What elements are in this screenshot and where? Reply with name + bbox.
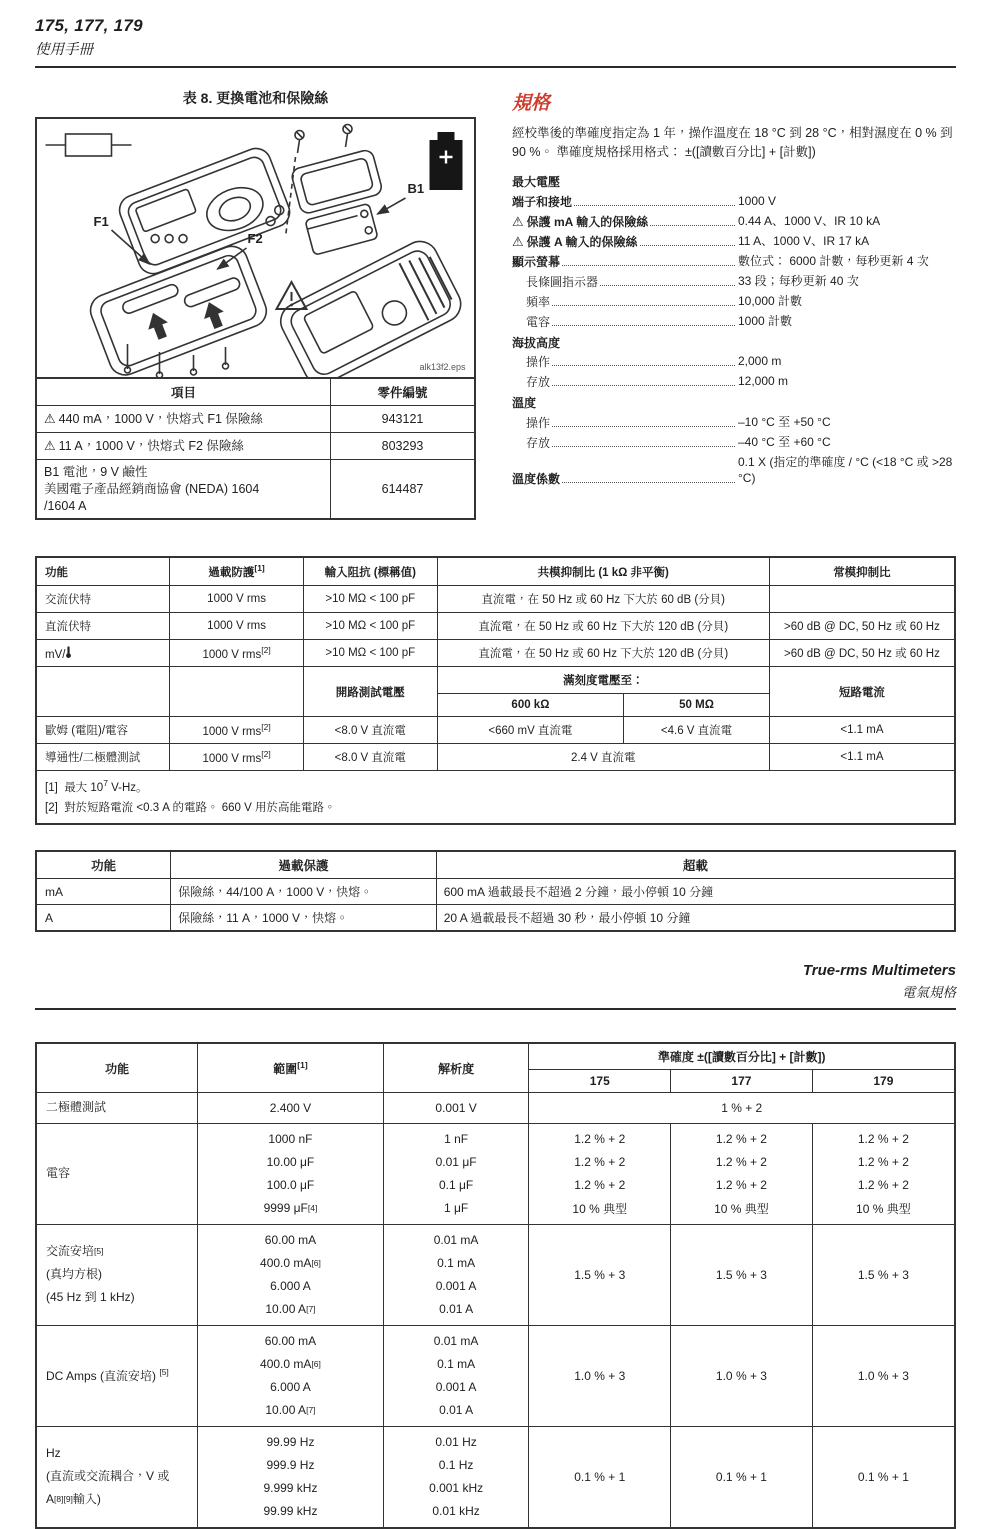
spec-row: 顯示螢幕 數位式： 6000 計數，每秒更新 4 次 — [512, 253, 929, 269]
doc-subtitle: 使用手冊 — [35, 42, 93, 58]
spec-row: 頻率 10,000 計數 — [526, 293, 803, 309]
col-short-circuit-current: 短路電流 — [769, 667, 955, 717]
label-f2: F2 — [247, 231, 263, 246]
spec-row: 操作 –10 °C 至 +50 °C — [526, 414, 831, 430]
spec-row: 存放 –40 °C 至 +60 °C — [526, 434, 831, 450]
table-row: 直流伏特 1000 V rms >10 MΩ < 100 pF 直流電，在 50 Hz 或 60 Hz 下大於 120 dB (分貝) >60 dB @ DC, 50 Hz 或 60 Hz — [36, 613, 955, 640]
col-overload-protection: 過載保護 — [171, 851, 436, 879]
tableC-header-row — [36, 1043, 955, 1070]
parts-col-item: 項目 — [36, 378, 331, 406]
spec-group-max-voltage: 最大電壓 — [512, 175, 561, 189]
part-item-b1-line2: 美國電子產品經銷商協會 (NEDA) 1604 — [44, 481, 260, 496]
thermometer-icon — [65, 646, 72, 659]
col-model-177: 177 — [671, 1070, 813, 1093]
spec-row: 長條圖指示器 33 段；每秒更新 40 次 — [526, 273, 859, 289]
doc-model-numbers: 175, 177, 179 — [35, 16, 143, 35]
truerms-title: True-rms Multimeters — [802, 962, 956, 980]
footnote-2: [2] 對於短路電流 <0.3 A 的電路。 660 V 用於高能電路。 — [45, 802, 336, 815]
part-number: 943121 — [331, 406, 475, 433]
footnote-1: [1] 最大 $10^7$ V-Hz。 — [45, 778, 148, 795]
table8-title: 表 8. 更換電池和保險絲 — [182, 90, 329, 106]
col-600kohm: 600 kΩ — [437, 694, 624, 717]
col-overload: 超載 — [436, 851, 955, 879]
table-row-frequency: Hz (直流或交流耦合，V 或 A [8][9] 輸入) 99.99 Hz 999.9 Hz 9.999 kHz 99.99 kHz 0.01 Hz 0.1 Hz 0.001 kHz 0.01 kHz 0.1 % + 1 0.1 % + 1 0.1 % + 1 — [36, 1426, 955, 1528]
warning-icon: ⚠ — [512, 233, 524, 249]
section-rule — [35, 1008, 956, 1010]
table-row-ac-amps: 交流安培 [5] (真均方根) (45 Hz 到 1 kHz) 60.00 mA 400.0 mA [6] 6.000 A 10.00 A [7] 0.01 mA 0.1 mA 0.001 A 0.01 A 1.5 % + 3 1.5 % + 3 1.5 % + 3 — [36, 1224, 955, 1325]
tableA-footnotes-row — [36, 771, 955, 825]
truerms-subtitle: 電氣規格 — [902, 985, 956, 1001]
specs-heading: 規格 — [512, 93, 551, 114]
figure-filename: alk13f2.eps — [419, 362, 466, 372]
table-row: 歐姆 (電阻)/電容 1000 V rms[2] <8.0 V 直流電 <660 mV 直流電 <4.6 V 直流電 <1.1 mA — [36, 717, 955, 744]
case-screws — [125, 344, 229, 377]
col-nmrr: 常模抑制比 — [769, 557, 955, 585]
table-row-dc-amps: DC Amps (直流安培) [5] 60.00 mA 400.0 mA [6] 6.000 A 10.00 A [7] 0.01 mA 0.1 mA 0.001 A 0.01 A 1.0 % + 3 1.0 % + 3 1.0 % + 3 — [36, 1325, 955, 1426]
col-model-175: 175 — [529, 1070, 671, 1093]
header-rule — [35, 66, 956, 68]
doc-header — [35, 16, 956, 68]
parts-table — [35, 377, 476, 520]
col-input-impedance: 輸入阻抗 (標稱值) — [303, 557, 437, 585]
label-f1: F1 — [93, 214, 109, 229]
meter-bottom-case — [86, 242, 271, 377]
overload-table — [35, 850, 956, 932]
col-50mohm: 50 MΩ — [624, 694, 770, 717]
col-resolution: 解析度 — [383, 1043, 529, 1093]
part-item-f1: 440 mA，1000 V，快熔式 F1 保險絲 — [58, 412, 263, 426]
fuse-icon — [46, 134, 132, 156]
tableA-header-row — [36, 557, 955, 585]
col-range: 範圍[1] — [198, 1043, 384, 1093]
spec-row: 存放 12,000 m — [526, 374, 789, 389]
table-row: mV/ 1000 V rms[2] >10 MΩ < 100 pF 直流電，在 50 Hz 或 60 Hz 下大於 120 dB (分貝) >60 dB @ DC, 50 Hz 或 60 Hz — [36, 640, 955, 667]
input-characteristics-table — [35, 556, 956, 825]
specifications-section — [512, 88, 956, 489]
col-function: 功能 — [36, 851, 171, 879]
spec-row: 電容 1000 計數 — [526, 313, 793, 329]
fuse-f1-shape — [121, 283, 179, 315]
table-row: 交流伏特 1000 V rms >10 MΩ < 100 pF 直流電，在 50 Hz 或 60 Hz 下大於 60 dB (分貝) — [36, 586, 955, 613]
label-b1: B1 — [407, 181, 425, 196]
col-full-scale-voltage: 滿刻度電壓至： — [437, 667, 769, 694]
col-accuracy: 準確度 ±([讀數百分比] + [計數]) — [529, 1043, 955, 1070]
table-row-diode-test: 二極體測試 2.400 V 0.001 V 1 % + 2 — [36, 1093, 955, 1124]
exploded-view-diagram — [35, 117, 476, 379]
col-function: 功能 — [36, 1043, 198, 1093]
spec-group-temperature: 溫度 — [512, 396, 537, 410]
part-item-b1-line3: /1604 A — [44, 498, 87, 513]
parts-table-header-row — [36, 378, 475, 406]
left-column — [35, 88, 476, 520]
table-row: A 保險絲，11 A，1000 V，快熔。 20 A 過載最長不超過 30 秒，最小停頓 10 分鐘 — [36, 905, 955, 932]
tableA-mid-header-row — [36, 667, 955, 694]
spec-row: 溫度係數 0.1 X (指定的準確度 / °C (<18 °C 或 >28 °C) — [512, 454, 953, 487]
exploded-view-svg — [37, 119, 474, 377]
col-overload-protection: 過載防護[1] — [170, 557, 304, 585]
table-row — [36, 432, 475, 459]
table-row-capacitance: 電容 1000 nF 10.00 μF 100.0 μF 9999 μF [4] 1 nF 0.01 μF 0.1 μF 1 μF 1.2 % + 2 1.2 % + 2 1.2 % + 2 10 % 典型 1.2 % + 2 1.2 % + 2 1.2 % + 2 10 % 典型 1.2 % + 2 1.2 % + 2 1.2 % + 2 10 % 典型 — [36, 1123, 955, 1224]
warning-icon: ⚠ — [44, 437, 56, 453]
battery-door — [290, 149, 383, 215]
table-row — [36, 406, 475, 433]
warning-icon: ⚠ — [44, 411, 56, 426]
part-item-b1-line1: B1 電池，9 V 鹼性 — [44, 464, 148, 479]
part-number: 803293 — [331, 432, 475, 459]
spec-row: ⚠ 保護 A 輸入的保險絲 11 A、1000 V、IR 17 kA — [512, 233, 870, 249]
specs-intro: 經校準後的準確度指定為 1 年，操作溫度在 18 °C 到 28 °C，相對濕度在 0 % 到 90 %。 準確度規格採用格式： ±([讀數百分比] + [計數]) — [512, 126, 953, 159]
table-row: 導通性/二極體測試 1000 V rms[2] <8.0 V 直流電 2.4 V 直流電 <1.1 mA — [36, 744, 955, 771]
warning-icon: ⚠ — [512, 213, 524, 229]
electrical-specs-table — [35, 1042, 956, 1529]
table-row: mA 保險絲，44/100 A，1000 V，快熔。 600 mA 過載最長不超過 2 分鐘，最小停頓 10 分鐘 — [36, 879, 955, 905]
col-function: 功能 — [36, 557, 170, 585]
parts-col-part: 零件編號 — [331, 378, 475, 406]
part-item-f2: 11 A，1000 V，快熔式 F2 保險絲 — [58, 438, 244, 453]
spec-row: ⚠ 保護 mA 輸入的保險絲 0.44 A、1000 V、IR 10 kA — [512, 213, 881, 229]
col-cmrr: 共模抑制比 (1 kΩ 非平衡) — [437, 557, 769, 585]
fuse-f2-shape — [183, 276, 241, 308]
battery-icon — [430, 132, 463, 190]
tableB-header-row — [36, 851, 955, 879]
spec-group-altitude: 海拔高度 — [512, 335, 561, 350]
table-row — [36, 459, 475, 519]
specs-list — [512, 171, 956, 489]
spec-row: 端子和接地 1000 V — [512, 193, 777, 209]
part-number: 614487 — [331, 459, 475, 519]
col-model-179: 179 — [812, 1070, 955, 1093]
spec-row: 操作 2,000 m — [526, 354, 782, 369]
truerms-section-heading — [35, 962, 956, 1001]
col-open-circuit-voltage: 開路測試電壓 — [303, 667, 437, 717]
